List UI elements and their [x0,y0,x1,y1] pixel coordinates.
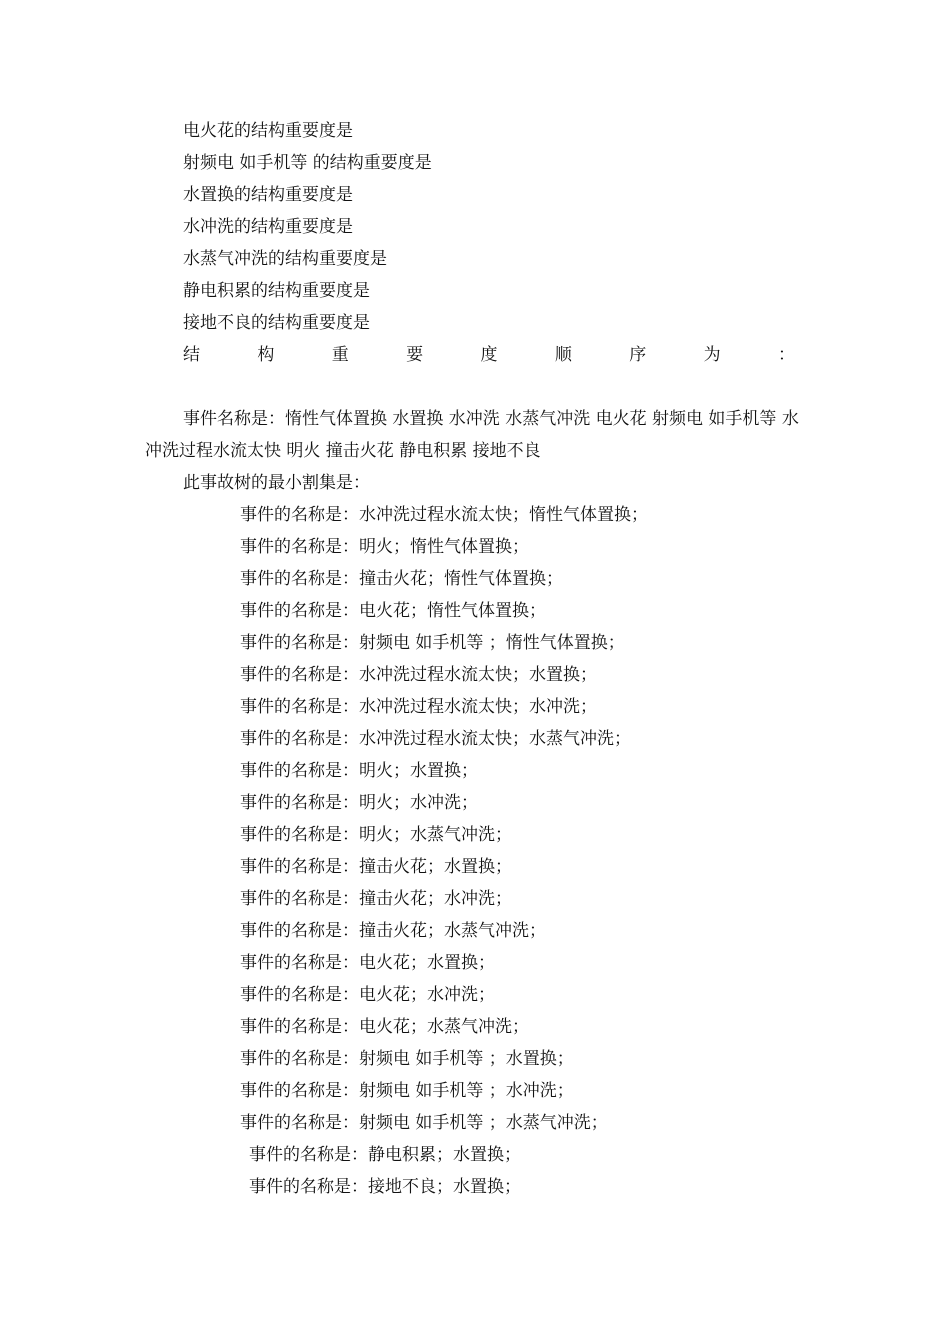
importance-line: 水蒸气冲洗的结构重要度是 [183,249,387,269]
importance-line: 水置换的结构重要度是 [183,185,353,205]
importance-line: 接地不良的结构重要度是 [183,313,370,333]
cutset-item: 事件的名称是：撞击火花；水冲洗； [240,889,512,909]
cutset-item: 事件的名称是：水冲洗过程水流太快；水蒸气冲洗； [240,729,631,749]
cutset-item: 事件的名称是：射频电 如手机等 ；惰性气体置换； [240,633,625,653]
importance-line: 射频电 如手机等 的结构重要度是 [183,153,432,173]
cutset-item: 事件的名称是：射频电 如手机等 ；水冲洗； [240,1081,574,1101]
importance-line: 水冲洗的结构重要度是 [183,217,353,237]
cutset-item: 事件的名称是：水冲洗过程水流太快；水置换； [240,665,597,685]
cutset-item: 事件的名称是：接地不良；水置换； [249,1177,521,1197]
cutset-item: 事件的名称是：水冲洗过程水流太快；惰性气体置换； [240,505,648,525]
cutset-heading: 此事故树的最小割集是： [183,473,370,493]
cutset-item: 事件的名称是：撞击火花；水蒸气冲洗； [240,921,546,941]
order-char: 结 [183,345,200,365]
order-char: 序 [629,345,647,365]
importance-line: 电火花的结构重要度是 [183,121,353,141]
cutset-item: 事件的名称是：电火花；惰性气体置换； [240,601,546,621]
importance-order-line [183,344,795,366]
importance-line: 静电积累的结构重要度是 [183,281,370,301]
event-names-paragraph: 事件名称是：惰性气体置换 水置换 水冲洗 水蒸气冲洗 电火花 射频电 如手机等 水冲洗过程水流太快 明火 撞击火花 静电积累 接地不良 [145,409,799,461]
cutset-item: 事件的名称是：水冲洗过程水流太快；水冲洗； [240,697,597,717]
order-char: 度 [480,345,498,365]
cutset-item: 事件的名称是：静电积累；水置换； [249,1145,521,1165]
cutset-item: 事件的名称是：电火花；水置换； [240,953,495,973]
cutset-item: 事件的名称是：射频电 如手机等 ；水置换； [240,1049,574,1069]
order-char: 重 [331,345,349,365]
order-char: 构 [257,345,275,365]
cutset-item: 事件的名称是：明火；水冲洗； [240,793,478,813]
cutset-item: 事件的名称是：射频电 如手机等 ；水蒸气冲洗； [240,1113,608,1133]
cutset-item: 事件的名称是：撞击火花；水置换； [240,857,512,877]
cutset-item: 事件的名称是：电火花；水蒸气冲洗； [240,1017,529,1037]
cutset-item: 事件的名称是：明火；水蒸气冲洗； [240,825,512,845]
order-char: 顺 [554,345,572,365]
cutset-item: 事件的名称是：电火花；水冲洗； [240,985,495,1005]
cutset-item: 事件的名称是：明火；惰性气体置换； [240,537,529,557]
cutset-item: 事件的名称是：撞击火花；惰性气体置换； [240,569,563,589]
order-char: 为 [703,345,721,365]
order-char: 要 [406,345,424,365]
order-char: ： [778,345,795,365]
cutset-item: 事件的名称是：明火；水置换； [240,761,478,781]
